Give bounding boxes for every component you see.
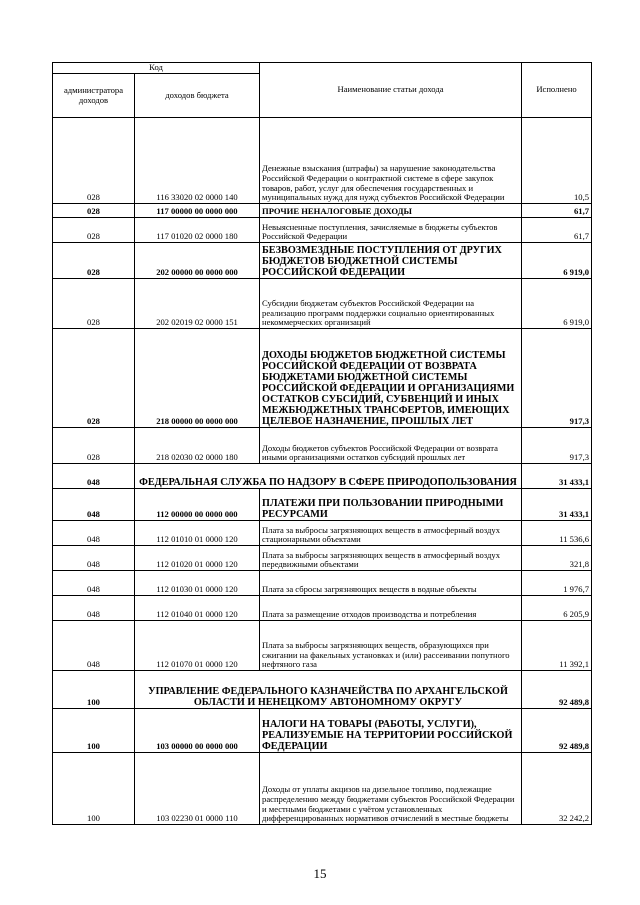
item-name-cell: НАЛОГИ НА ТОВАРЫ (РАБОТЫ, УСЛУГИ), РЕАЛИЗУЕМЫЕ НА ТЕРРИТОРИИ РОССИЙСКОЙ ФЕДЕРАЦИИ xyxy=(260,709,522,753)
amount-cell: 6 919,0 xyxy=(522,243,592,279)
amount-column-header: Исполнено xyxy=(522,63,592,118)
table-row xyxy=(53,279,592,329)
income-code-cell: 103 02230 01 0000 110 xyxy=(135,753,260,825)
admin-code-cell: 028 xyxy=(53,279,135,329)
amount-cell: 11 392,1 xyxy=(522,621,592,671)
income-code-cell: 218 00000 00 0000 000 xyxy=(135,329,260,428)
admin-code-cell: 100 xyxy=(53,709,135,753)
item-name-cell: Плата за выбросы загрязняющих веществ, образующихся при сжигании на факельных установках и (или) рассеивании попутного нефтяного газа xyxy=(260,621,522,671)
item-name-cell: Денежные взыскания (штрафы) за нарушение законодательства Российской Федерации о контрактной системе в сфере закупок товаров, работ, услуг для обеспечения государственных и муниципальных нужд для нужд субъектов Российской Федерации xyxy=(260,118,522,204)
name-column-header: Наименование статьи дохода xyxy=(260,63,522,118)
table-row xyxy=(53,546,592,571)
amount-cell: 92 489,8 xyxy=(522,709,592,753)
admin-column-header: администратора доходов xyxy=(53,74,135,118)
amount-cell: 92 489,8 xyxy=(522,671,592,709)
table-row xyxy=(53,218,592,243)
amount-cell: 917,3 xyxy=(522,329,592,428)
code-group-header: Код xyxy=(53,63,260,74)
amount-cell: 917,3 xyxy=(522,428,592,464)
amount-cell: 1 976,7 xyxy=(522,571,592,596)
department-row xyxy=(53,671,592,709)
income-code-column-header: доходов бюджета xyxy=(135,74,260,118)
amount-cell: 61,7 xyxy=(522,204,592,218)
item-name-cell: Плата за выбросы загрязняющих веществ в атмосферный воздух стационарными объектами xyxy=(260,521,522,546)
admin-code-cell: 028 xyxy=(53,428,135,464)
item-name-cell: Плата за сбросы загрязняющих веществ в водные объекты xyxy=(260,571,522,596)
table-row xyxy=(53,489,592,521)
amount-cell: 6 919,0 xyxy=(522,279,592,329)
admin-code-cell: 028 xyxy=(53,118,135,204)
table-body xyxy=(53,118,592,825)
admin-code-cell: 048 xyxy=(53,521,135,546)
table-row xyxy=(53,243,592,279)
income-code-cell: 202 00000 00 0000 000 xyxy=(135,243,260,279)
admin-code-cell: 100 xyxy=(53,671,135,709)
amount-cell: 31 433,1 xyxy=(522,464,592,489)
income-code-cell: 117 00000 00 0000 000 xyxy=(135,204,260,218)
admin-code-cell: 028 xyxy=(53,218,135,243)
item-name-cell: ПРОЧИЕ НЕНАЛОГОВЫЕ ДОХОДЫ xyxy=(260,204,522,218)
income-code-cell: 112 01070 01 0000 120 xyxy=(135,621,260,671)
admin-code-cell: 048 xyxy=(53,546,135,571)
amount-cell: 321,8 xyxy=(522,546,592,571)
table-row xyxy=(53,571,592,596)
department-name-cell: УПРАВЛЕНИЕ ФЕДЕРАЛЬНОГО КАЗНАЧЕЙСТВА ПО АРХАНГЕЛЬСКОЙ ОБЛАСТИ И НЕНЕЦКОМУ АВТОНОМНОМУ ОКРУГУ xyxy=(135,671,522,709)
item-name-cell: Доходы от уплаты акцизов на дизельное топливо, подлежащие распределению между бюджетами субъектов Российской Федерации и местными бюджетами с учётом установленных дифференцированных нормативов отчислений в местные бюджеты xyxy=(260,753,522,825)
income-code-cell: 112 01010 01 0000 120 xyxy=(135,521,260,546)
amount-cell: 32 242,2 xyxy=(522,753,592,825)
admin-code-cell: 048 xyxy=(53,596,135,621)
item-name-cell: Субсидии бюджетам субъектов Российской Федерации на реализацию программ поддержки социально ориентированных некоммерческих организаций xyxy=(260,279,522,329)
table-row xyxy=(53,118,592,204)
item-name-cell: Невыясненные поступления, зачисляемые в бюджеты субъектов Российской Федерации xyxy=(260,218,522,243)
table-row xyxy=(53,709,592,753)
page-number: 15 xyxy=(313,866,327,881)
income-code-cell: 112 01020 01 0000 120 xyxy=(135,546,260,571)
table-row xyxy=(53,428,592,464)
amount-cell: 6 205,9 xyxy=(522,596,592,621)
income-code-cell: 117 01020 02 0000 180 xyxy=(135,218,260,243)
admin-code-cell: 048 xyxy=(53,489,135,521)
admin-code-cell: 028 xyxy=(53,243,135,279)
income-code-cell: 112 01040 01 0000 120 xyxy=(135,596,260,621)
admin-code-cell: 028 xyxy=(53,329,135,428)
income-code-cell: 112 01030 01 0000 120 xyxy=(135,571,260,596)
income-code-cell: 218 02030 02 0000 180 xyxy=(135,428,260,464)
table-row xyxy=(53,621,592,671)
item-name-cell: ДОХОДЫ БЮДЖЕТОВ БЮДЖЕТНОЙ СИСТЕМЫ РОССИЙСКОЙ ФЕДЕРАЦИИ ОТ ВОЗВРАТА БЮДЖЕТАМИ БЮДЖЕТНОЙ СИСТЕМЫ РОССИЙСКОЙ ФЕДЕРАЦИИ И ОРГАНИЗАЦИЯМИ ОСТАТКОВ СУБСИДИЙ, СУБВЕНЦИЙ И ИНЫХ МЕЖБЮДЖЕТНЫХ ТРАНСФЕРТОВ, ИМЕЮЩИХ ЦЕЛЕВОЕ НАЗНАЧЕНИЕ, ПРОШЛЫХ ЛЕТ xyxy=(260,329,522,428)
item-name-cell: Доходы бюджетов субъектов Российской Федерации от возврата иными организациями остатков субсидий прошлых лет xyxy=(260,428,522,464)
admin-code-cell: 100 xyxy=(53,753,135,825)
table-row xyxy=(53,596,592,621)
income-code-cell: 103 00000 00 0000 000 xyxy=(135,709,260,753)
admin-code-cell: 048 xyxy=(53,571,135,596)
amount-cell: 31 433,1 xyxy=(522,489,592,521)
admin-code-cell: 028 xyxy=(53,204,135,218)
table-row xyxy=(53,329,592,428)
table-row xyxy=(53,204,592,218)
revenue-table xyxy=(52,62,592,825)
item-name-cell: Плата за размещение отходов производства и потребления xyxy=(260,596,522,621)
admin-code-cell: 048 xyxy=(53,621,135,671)
table-row xyxy=(53,521,592,546)
admin-code-cell: 048 xyxy=(53,464,135,489)
amount-cell: 10,5 xyxy=(522,118,592,204)
income-code-cell: 202 02019 02 0000 151 xyxy=(135,279,260,329)
amount-cell: 11 536,6 xyxy=(522,521,592,546)
item-name-cell: БЕЗВОЗМЕЗДНЫЕ ПОСТУПЛЕНИЯ ОТ ДРУГИХ БЮДЖЕТОВ БЮДЖЕТНОЙ СИСТЕМЫ РОССИЙСКОЙ ФЕДЕРАЦИИ xyxy=(260,243,522,279)
amount-cell: 61,7 xyxy=(522,218,592,243)
department-row xyxy=(53,464,592,489)
income-code-cell: 116 33020 02 0000 140 xyxy=(135,118,260,204)
income-code-cell: 112 00000 00 0000 000 xyxy=(135,489,260,521)
department-name-cell: ФЕДЕРАЛЬНАЯ СЛУЖБА ПО НАДЗОРУ В СФЕРЕ ПРИРОДОПОЛЬЗОВАНИЯ xyxy=(135,464,522,489)
item-name-cell: ПЛАТЕЖИ ПРИ ПОЛЬЗОВАНИИ ПРИРОДНЫМИ РЕСУРСАМИ xyxy=(260,489,522,521)
table-row xyxy=(53,753,592,825)
item-name-cell: Плата за выбросы загрязняющих веществ в атмосферный воздух передвижными объектами xyxy=(260,546,522,571)
